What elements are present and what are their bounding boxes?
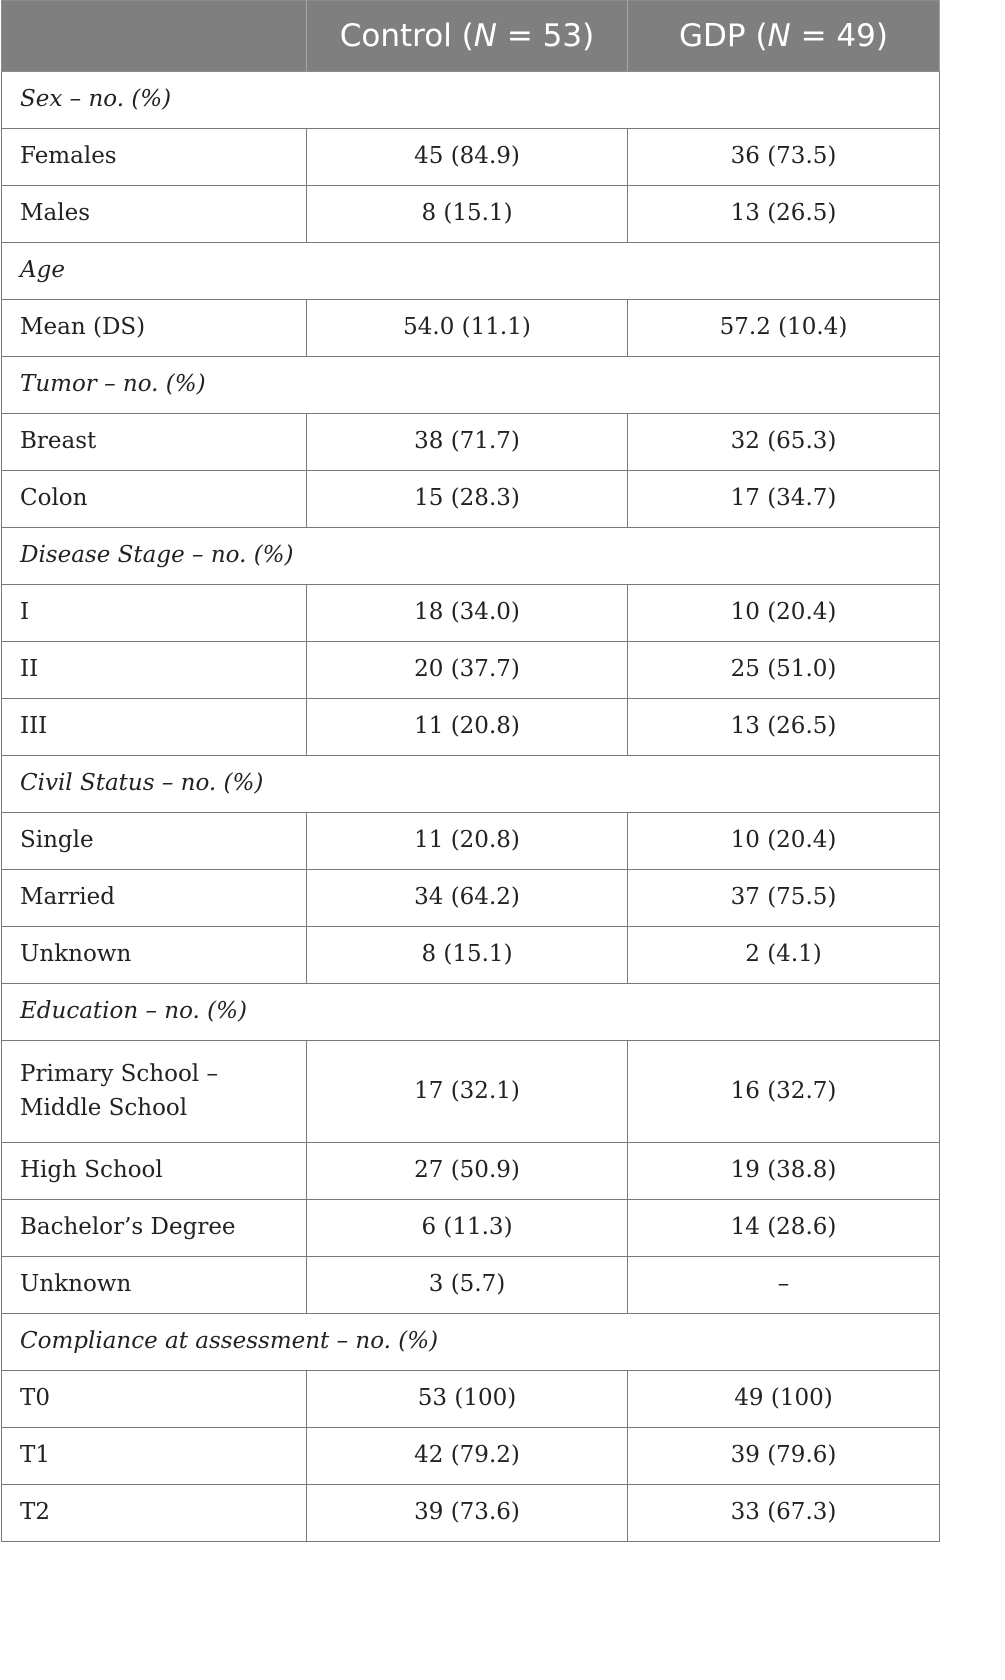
- row-label: T0: [2, 1371, 307, 1428]
- gdp-value: 37 (75.5): [628, 870, 940, 927]
- gdp-value: 10 (20.4): [628, 813, 940, 870]
- table-row: [2, 471, 940, 528]
- row-label: [2, 1041, 307, 1143]
- row-label: II: [2, 642, 307, 699]
- control-value: 34 (64.2): [307, 870, 628, 927]
- table-row: [2, 699, 940, 756]
- control-value: 8 (15.1): [307, 927, 628, 984]
- section-label: Compliance at assessment – no. (%): [2, 1314, 940, 1371]
- gdp-value: 49 (100): [628, 1371, 940, 1428]
- gdp-value: 33 (67.3): [628, 1485, 940, 1542]
- control-value: 8 (15.1): [307, 186, 628, 243]
- table-row: [2, 927, 940, 984]
- table-header: [2, 1, 940, 72]
- gdp-value: 13 (26.5): [628, 699, 940, 756]
- section-header-row: [2, 984, 940, 1041]
- row-label: T1: [2, 1428, 307, 1485]
- table-row: [2, 1257, 940, 1314]
- section-header-row: [2, 243, 940, 300]
- row-label: Breast: [2, 414, 307, 471]
- gdp-value: 25 (51.0): [628, 642, 940, 699]
- row-label: Males: [2, 186, 307, 243]
- demographics-table-container: [1, 0, 939, 1542]
- table-row: [2, 1200, 940, 1257]
- gdp-value: 57.2 (10.4): [628, 300, 940, 357]
- header-gdp-n: N: [767, 18, 791, 54]
- header-control-n: N: [473, 18, 497, 54]
- header-gdp-suffix: = 49): [790, 18, 888, 54]
- row-label: Mean (DS): [2, 300, 307, 357]
- gdp-value: 36 (73.5): [628, 129, 940, 186]
- table-row: [2, 870, 940, 927]
- row-label-line: Primary School –: [20, 1061, 218, 1088]
- row-label: Unknown: [2, 927, 307, 984]
- table-row: [2, 642, 940, 699]
- control-value: 3 (5.7): [307, 1257, 628, 1314]
- row-label: T2: [2, 1485, 307, 1542]
- row-label: Females: [2, 129, 307, 186]
- table-row: [2, 186, 940, 243]
- header-blank-cell: [2, 1, 307, 72]
- gdp-value: 2 (4.1): [628, 927, 940, 984]
- table-row: [2, 1428, 940, 1485]
- header-control-suffix: = 53): [496, 18, 595, 54]
- control-value: 6 (11.3): [307, 1200, 628, 1257]
- table-row: [2, 1485, 940, 1542]
- row-label: Unknown: [2, 1257, 307, 1314]
- control-value: 11 (20.8): [307, 813, 628, 870]
- table-row: [2, 414, 940, 471]
- gdp-value: 14 (28.6): [628, 1200, 940, 1257]
- control-value: 39 (73.6): [307, 1485, 628, 1542]
- section-header-row: [2, 72, 940, 129]
- control-value: 17 (32.1): [307, 1041, 628, 1143]
- gdp-value: 17 (34.7): [628, 471, 940, 528]
- gdp-value: 39 (79.6): [628, 1428, 940, 1485]
- table-row: [2, 1041, 940, 1143]
- control-value: 27 (50.9): [307, 1143, 628, 1200]
- control-value: 20 (37.7): [307, 642, 628, 699]
- control-value: 53 (100): [307, 1371, 628, 1428]
- header-row: [2, 1, 940, 72]
- section-header-row: [2, 756, 940, 813]
- row-label-line: Middle School: [20, 1094, 188, 1121]
- section-header-row: [2, 528, 940, 585]
- control-value: 45 (84.9): [307, 129, 628, 186]
- gdp-value: 10 (20.4): [628, 585, 940, 642]
- section-label: Tumor – no. (%): [2, 357, 940, 414]
- section-label: Disease Stage – no. (%): [2, 528, 940, 585]
- table-body: [2, 72, 940, 1542]
- header-gdp-prefix: GDP (: [679, 18, 768, 54]
- row-label: Bachelor’s Degree: [2, 1200, 307, 1257]
- table-row: [2, 300, 940, 357]
- row-label: III: [2, 699, 307, 756]
- section-label: Education – no. (%): [2, 984, 940, 1041]
- control-value: 42 (79.2): [307, 1428, 628, 1485]
- control-value: 54.0 (11.1): [307, 300, 628, 357]
- row-label: Colon: [2, 471, 307, 528]
- row-label: High School: [2, 1143, 307, 1200]
- header-gdp: [628, 1, 940, 72]
- table-row: [2, 1371, 940, 1428]
- table-row: [2, 129, 940, 186]
- control-value: 18 (34.0): [307, 585, 628, 642]
- section-label: Sex – no. (%): [2, 72, 940, 129]
- section-header-row: [2, 1314, 940, 1371]
- control-value: 38 (71.7): [307, 414, 628, 471]
- control-value: 15 (28.3): [307, 471, 628, 528]
- table-row: [2, 585, 940, 642]
- header-control-prefix: Control (: [339, 18, 474, 54]
- gdp-value: –: [628, 1257, 940, 1314]
- table-row: [2, 1143, 940, 1200]
- table-row: [2, 813, 940, 870]
- gdp-value: 13 (26.5): [628, 186, 940, 243]
- section-header-row: [2, 357, 940, 414]
- gdp-value: 19 (38.8): [628, 1143, 940, 1200]
- gdp-value: 32 (65.3): [628, 414, 940, 471]
- row-label: Married: [2, 870, 307, 927]
- row-label: I: [2, 585, 307, 642]
- section-label: Age: [2, 243, 940, 300]
- gdp-value: 16 (32.7): [628, 1041, 940, 1143]
- header-control: [307, 1, 628, 72]
- demographics-table: [1, 0, 940, 1542]
- row-label: Single: [2, 813, 307, 870]
- section-label: Civil Status – no. (%): [2, 756, 940, 813]
- control-value: 11 (20.8): [307, 699, 628, 756]
